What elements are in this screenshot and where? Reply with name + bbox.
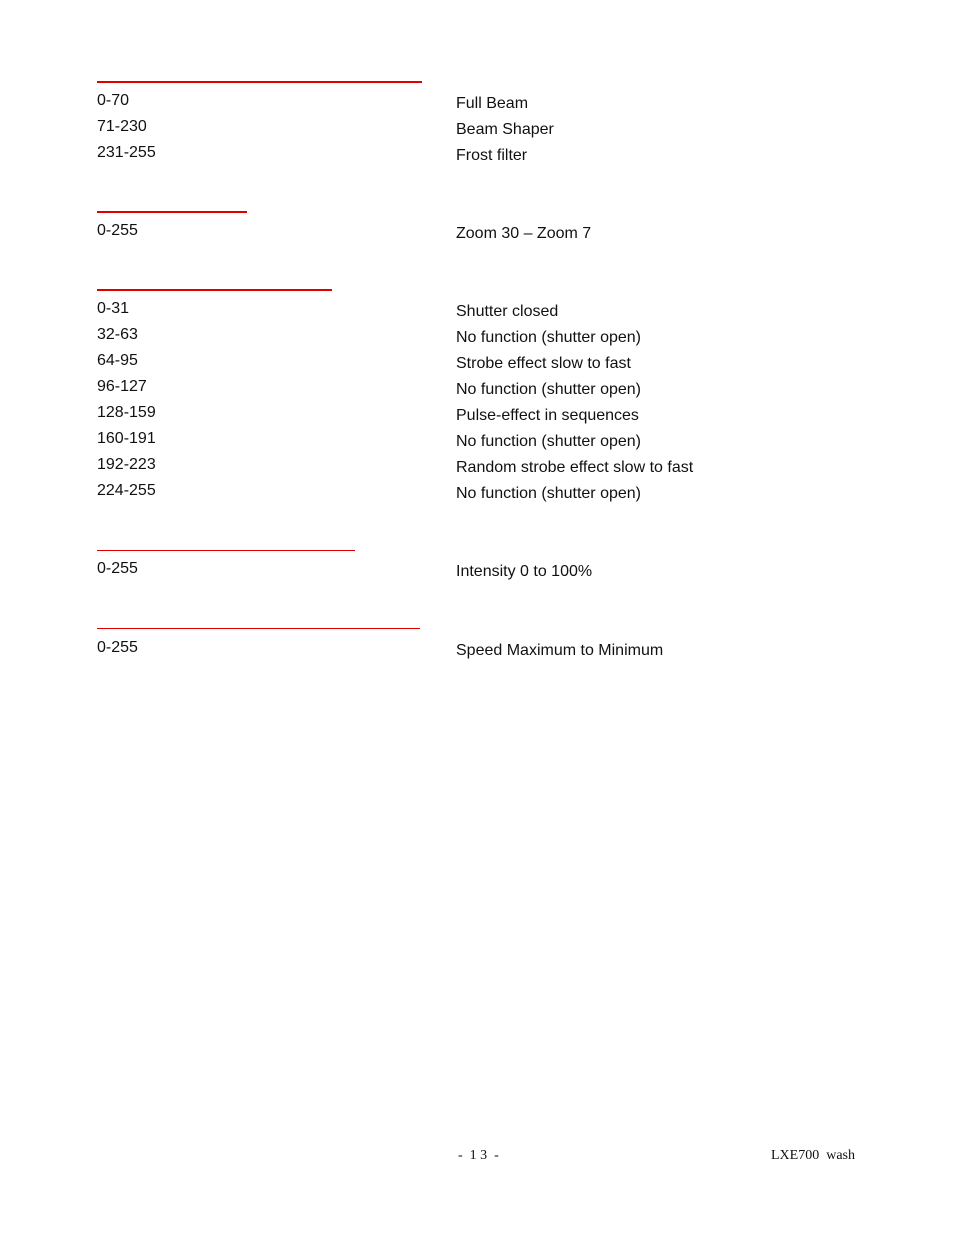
dmx-range: 64-95 xyxy=(97,352,138,369)
function-description: No function (shutter open) xyxy=(456,381,641,398)
section-divider xyxy=(97,289,332,291)
dmx-range: 0-70 xyxy=(97,92,130,109)
dmx-range: 96-127 xyxy=(97,378,147,395)
function-description: Strobe effect slow to fast xyxy=(456,355,631,372)
function-description: Intensity 0 to 100% xyxy=(456,563,593,580)
section-divider xyxy=(97,628,420,629)
section-divider xyxy=(97,550,355,551)
dmx-range: 0-255 xyxy=(97,639,138,656)
dmx-range: 192-223 xyxy=(97,456,156,473)
document-model-label: LXE700 wash xyxy=(771,1148,855,1163)
function-description: No function (shutter open) xyxy=(456,433,641,450)
dmx-range: 224-255 xyxy=(97,482,156,499)
section-divider xyxy=(97,81,422,83)
function-description: Frost filter xyxy=(456,147,528,164)
function-description: No function (shutter open) xyxy=(456,329,641,346)
page-number: - 1 3 - xyxy=(458,1148,499,1163)
dmx-range: 32-63 xyxy=(97,326,138,343)
dmx-range: 231-255 xyxy=(97,144,156,161)
dmx-range: 71-230 xyxy=(97,118,147,135)
function-description: Beam Shaper xyxy=(456,121,554,138)
dmx-range: 0-255 xyxy=(97,560,138,577)
dmx-range: 0-255 xyxy=(97,222,138,239)
function-description: Speed Maximum to Minimum xyxy=(456,642,664,659)
function-description: Shutter closed xyxy=(456,303,559,320)
dmx-range: 160-191 xyxy=(97,430,156,447)
function-description: Full Beam xyxy=(456,95,529,112)
function-description: Pulse-effect in sequences xyxy=(456,407,639,424)
function-description: Zoom 30 – Zoom 7 xyxy=(456,225,592,242)
section-divider xyxy=(97,211,247,213)
dmx-range: 128-159 xyxy=(97,404,156,421)
function-description: No function (shutter open) xyxy=(456,485,641,502)
dmx-range: 0-31 xyxy=(97,300,130,317)
function-description: Random strobe effect slow to fast xyxy=(456,459,694,476)
